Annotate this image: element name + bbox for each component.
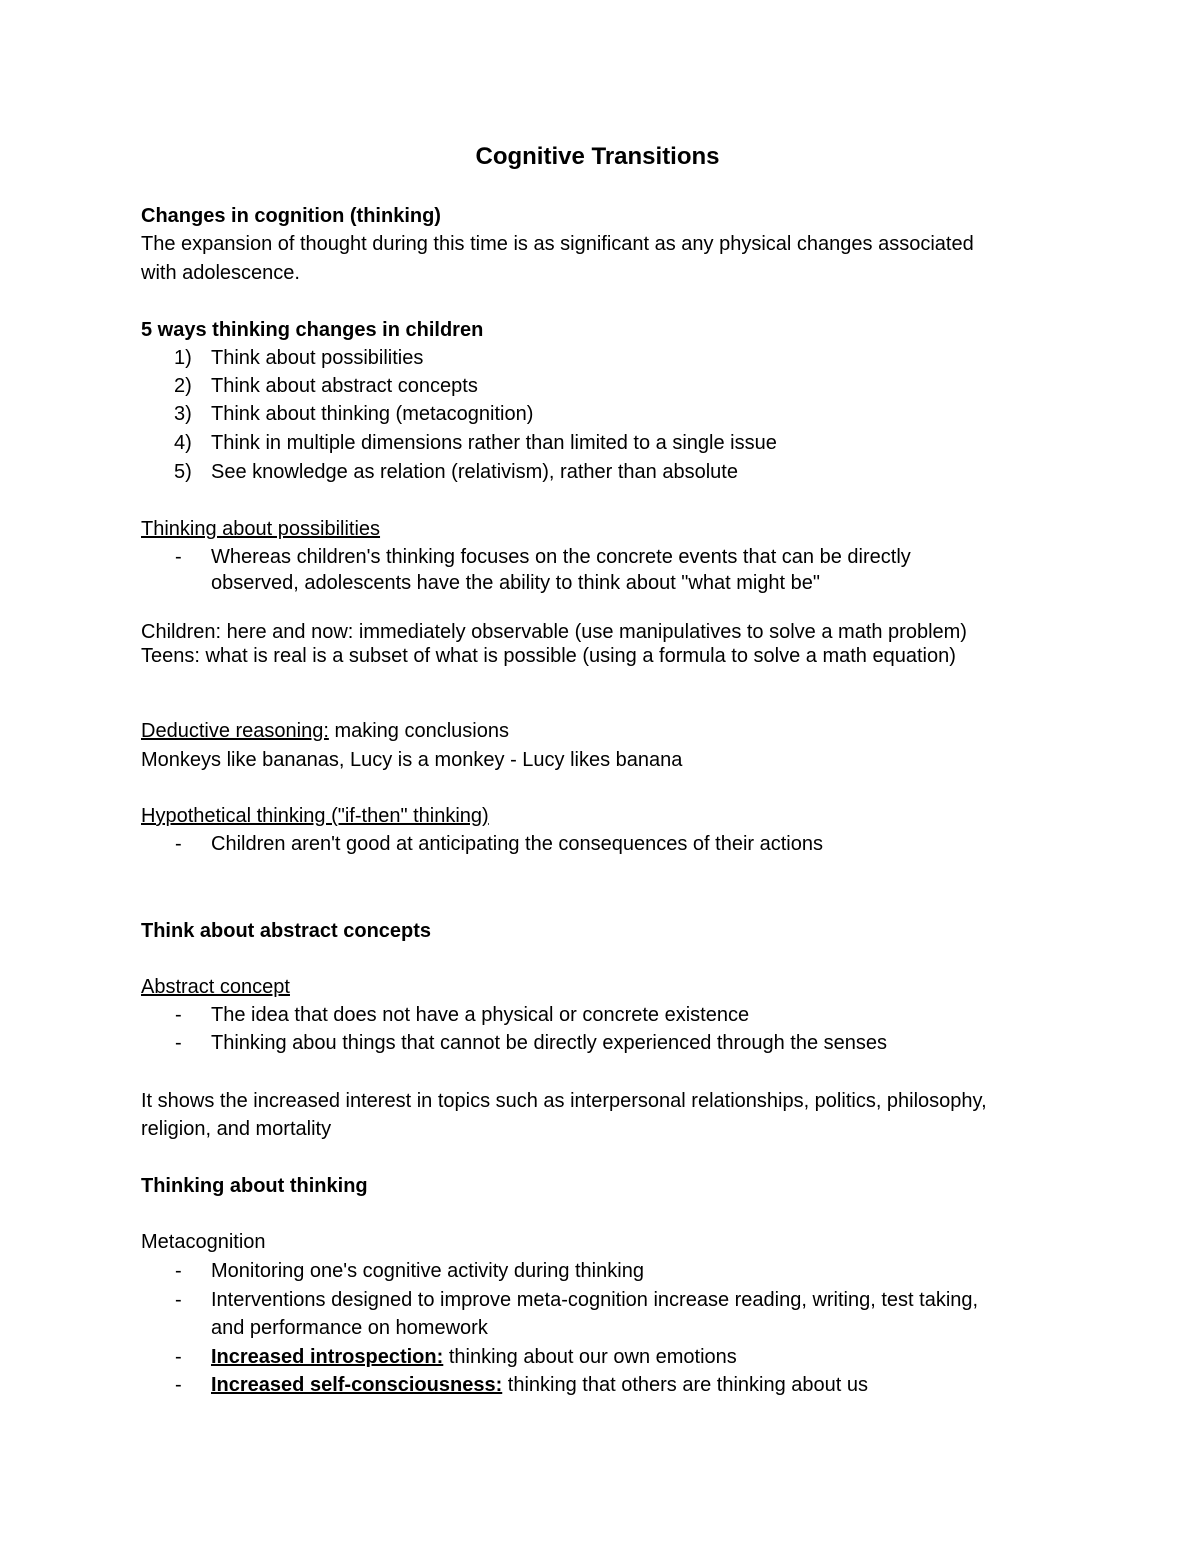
bullet-text: Interventions designed to improve meta-cognition increase reading, writing, test taking, bbox=[211, 1289, 979, 1311]
section-heading-five-ways: 5 ways thinking changes in children bbox=[141, 319, 484, 341]
paragraph-teens: Teens: what is real is a subset of what is possible (using a formula to solve a math equation) bbox=[141, 645, 956, 667]
bullet-text: Monitoring one's cognitive activity during thinking bbox=[211, 1260, 644, 1282]
bullet-dash: - bbox=[175, 1374, 182, 1396]
deductive-line bbox=[141, 719, 509, 743]
bullet-text: Thinking abou things that cannot be directly experienced through the senses bbox=[211, 1032, 887, 1054]
list-item: Think about abstract concepts bbox=[211, 375, 478, 397]
paragraph-children: Children: here and now: immediately observable (use manipulatives to solve a math problem) bbox=[141, 621, 967, 643]
paragraph-line: The expansion of thought during this time is as significant as any physical changes associated bbox=[141, 233, 974, 255]
bullet-dash: - bbox=[175, 1346, 182, 1368]
paragraph-line: with adolescence. bbox=[141, 262, 300, 284]
section-heading-thinking: Thinking about thinking bbox=[141, 1175, 368, 1197]
list-item: Think in multiple dimensions rather than limited to a single issue bbox=[211, 432, 777, 454]
term-introspection: Increased introspection: bbox=[211, 1346, 444, 1368]
deductive-example: Monkeys like bananas, Lucy is a monkey - Lucy likes banana bbox=[141, 749, 683, 771]
bullet-text: Whereas children's thinking focuses on the concrete events that can be directly bbox=[211, 546, 911, 568]
list-item: Think about thinking (metacognition) bbox=[211, 403, 534, 425]
section-heading-changes: Changes in cognition (thinking) bbox=[141, 205, 441, 227]
bullet-text: observed, adolescents have the ability to think about "what might be" bbox=[211, 572, 821, 594]
list-item: Think about possibilities bbox=[211, 347, 424, 369]
definition-introspection: thinking about our own emotions bbox=[443, 1346, 737, 1368]
page-title: Cognitive Transitions bbox=[475, 143, 720, 170]
subheading-metacognition: Metacognition bbox=[141, 1231, 266, 1253]
paragraph-line: It shows the increased interest in topics such as interpersonal relationships, politics, philosophy, bbox=[141, 1090, 987, 1112]
subheading-abstract-concept: Abstract concept bbox=[141, 976, 290, 998]
list-number: 5) bbox=[174, 461, 192, 483]
list-number: 4) bbox=[174, 432, 192, 454]
bullet-dash: - bbox=[175, 546, 182, 568]
section-heading-abstract: Think about abstract concepts bbox=[141, 920, 432, 942]
bullet-text: The idea that does not have a physical or concrete existence bbox=[211, 1004, 750, 1026]
bullet-introspection bbox=[211, 1345, 737, 1369]
subheading-hypothetical: Hypothetical thinking ("if-then" thinking) bbox=[141, 805, 489, 827]
bullet-text: and performance on homework bbox=[211, 1317, 488, 1339]
bullet-dash: - bbox=[175, 833, 182, 855]
definition-self-consciousness: thinking that others are thinking about us bbox=[502, 1374, 869, 1396]
term-self-consciousness: Increased self-consciousness: bbox=[211, 1374, 503, 1396]
bullet-text: Children aren't good at anticipating the consequences of their actions bbox=[211, 833, 823, 855]
bullet-dash: - bbox=[175, 1260, 182, 1282]
list-number: 2) bbox=[174, 375, 192, 397]
term-deductive-reasoning: Deductive reasoning: bbox=[141, 720, 329, 742]
list-number: 3) bbox=[174, 403, 192, 425]
bullet-dash: - bbox=[175, 1032, 182, 1054]
bullet-dash: - bbox=[175, 1004, 182, 1026]
definition-deductive: making conclusions bbox=[328, 720, 509, 742]
list-number: 1) bbox=[174, 347, 192, 369]
paragraph-line: religion, and mortality bbox=[141, 1118, 332, 1140]
bullet-self-consciousness bbox=[211, 1373, 868, 1397]
bullet-dash: - bbox=[175, 1289, 182, 1311]
list-item: See knowledge as relation (relativism), rather than absolute bbox=[211, 461, 738, 483]
subheading-possibilities: Thinking about possibilities bbox=[141, 518, 381, 540]
